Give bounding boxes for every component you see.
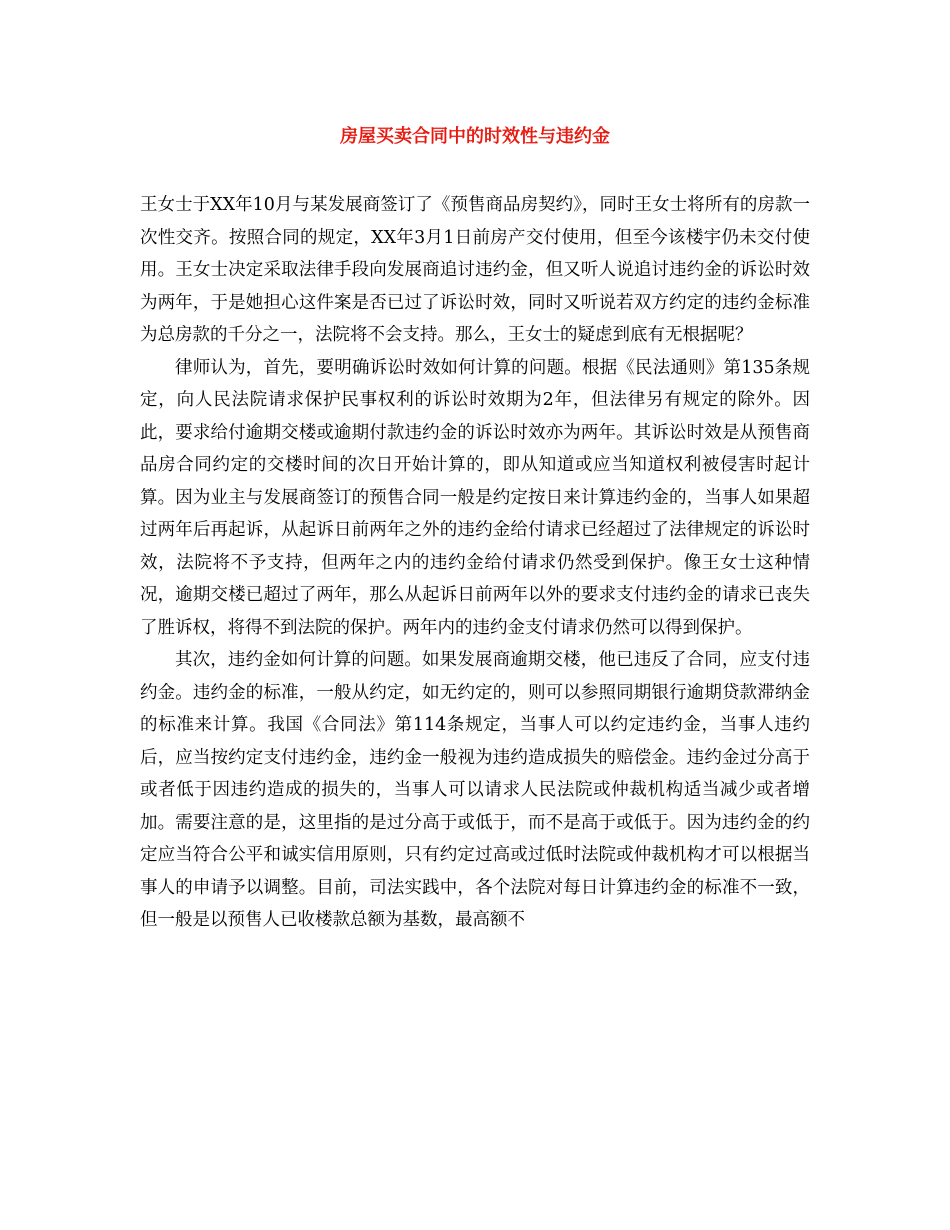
document-title: 房屋买卖合同中的时效性与违约金 <box>340 126 610 147</box>
document-body <box>140 189 810 937</box>
paragraph-liquidated-damages: 其次，违约金如何计算的问题。如果发展商逾期交楼，他已违反了合同，应支付违约金。违约金的标准，一般从约定，如无约定的，则可以参照同期银行逾期贷款滞纳金的标准来计算。我国《合同法》第114条规定，当事人可以约定违约金，当事人违约后，应当按约定支付违约金，违约金一般视为违约造成损失的赔偿金。违约金过分高于或者低于因违约造成的损失的，当事人可以请求人民法院或仲裁机构适当减少或者增加。需要注意的是，这里指的是过分高于或低于，而不是高于或低于。因为违约金的约定应当符合公平和诚实信用原则，只有约定过高或过低时法院或仲裁机构才可以根据当事人的申请予以调整。目前，司法实践中，各个法院对每日计算违约金的标准不一致，但一般是以预售人已收楼款总额为基数，最高额不 <box>140 650 810 930</box>
paragraph-limitation-period: 律师认为，首先，要明确诉讼时效如何计算的问题。根据《民法通则》第135条规定，向人民法院请求保护民事权利的诉讼时效期为2年，但法律另有规定的除外。因此，要求给付逾期交楼或逾期付款违约金的诉讼时效亦为两年。其诉讼时效是从预售商品房合同约定的交楼时间的次日开始计算的，即从知道或应当知道权利被侵害时起计算。因为业主与发展商签订的预售合同一般是约定按日来计算违约金的，当事人如果超过两年后再起诉，从起诉日前两年之外的违约金给付请求已经超过了法律规定的诉讼时效，法院将不予支持，但两年之内的违约金给付请求仍然受到保护。像王女士这种情况，逾期交楼已超过了两年，那么从起诉日前两年以外的要求支付违约金的请求已丧失了胜诉权，将得不到法院的保护。两年内的违约金支付请求仍然可以得到保护。 <box>140 357 810 638</box>
paragraph-case-background: 王女士于XX年10月与某发展商签订了《预售商品房契约》，同时王女士将所有的房款一次性交齐。按照合同的规定，XX年3月1日前房产交付使用，但至今该楼宇仍未交付使用。王女士决定采取法律手段向发展商追讨违约金，但又听人说追讨违约金的诉讼时效为两年，于是她担心这件案是否已过了诉讼时效，同时又听说若双方约定的违约金标准为总房款的千分之一，法院将不会支持。那么，王女士的疑虑到底有无根据呢？ <box>140 195 810 345</box>
